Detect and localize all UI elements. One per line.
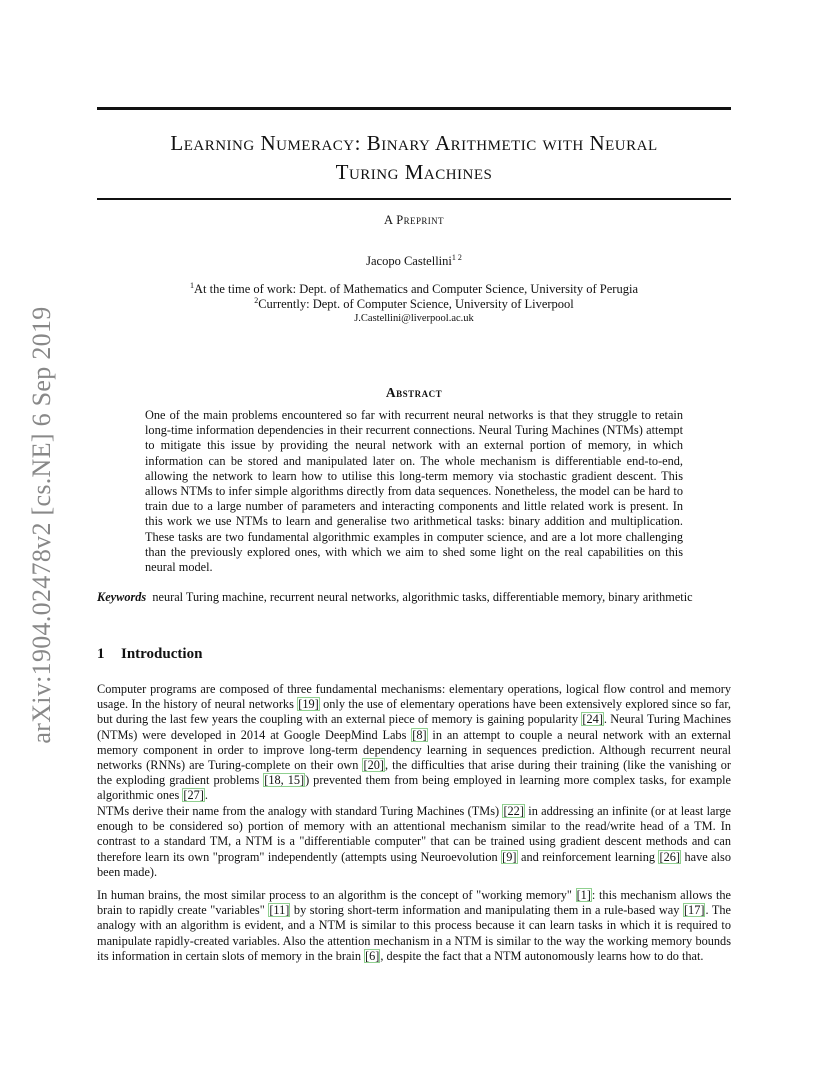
title-rule-top	[97, 107, 731, 110]
keywords-text: neural Turing machine, recurrent neural networks, algorithmic tasks, differentiable memory, binary arithmetic	[152, 590, 693, 604]
paragraph-text: , the difficulties that arise during their training (like the vanishing or the exploding gradient problems	[97, 758, 731, 788]
paragraph-text: Computer programs are composed of three fundamental mechanisms: elementary operations, logical flow control and memory usage. In the history of neural networks	[97, 682, 731, 712]
author-email: J.Castellini@liverpool.ac.uk	[354, 313, 474, 324]
paragraph-text: ) prevented them from being employed in learning more complex tasks, for example algorithmic ones	[97, 773, 731, 803]
paragraph-text: In human brains, the most similar process to an algorithm is the concept of "working memory"	[97, 888, 576, 902]
citation-link[interactable]: [1]	[576, 888, 591, 902]
affiliation-1-text: At the time of work: Dept. of Mathematics and Computer Science, University of Perugia	[194, 282, 638, 296]
section-heading	[97, 646, 202, 663]
arxiv-stamp	[22, 295, 62, 755]
paragraph-text: NTMs derive their name from the analogy with standard Turing Machines (TMs)	[97, 804, 503, 818]
title-rule-bottom	[97, 198, 731, 200]
section-title: Introduction	[121, 646, 203, 662]
affiliation-1	[97, 282, 731, 297]
arxiv-stamp-text: arXiv:1904.02478v2 [cs.NE] 6 Sep 2019	[27, 306, 56, 744]
citation-link[interactable]: [20]	[363, 758, 384, 773]
paragraph-text: , despite the fact that a NTM autonomously learns how to do that.	[380, 948, 704, 963]
affiliation-2-text: Currently: Dept. of Computer Science, University of Liverpool	[258, 297, 574, 311]
abstract-heading: Abstract	[385, 385, 443, 400]
keywords	[97, 590, 709, 605]
paragraph-text: in addressing an infinite (or at least large enough to be considered so) portion of memory with an attentional mechanism similar to the read/write head of a TM. In contrast to a standard TM, a NTM is a "differentiable computer" that can be trained using gradient descent methods and can therefore learn its own "program" independently (attempts using Neuroevolution	[97, 804, 731, 864]
affiliation-2-mark: 2	[254, 295, 259, 305]
paper-title	[97, 129, 731, 187]
citation-link[interactable]: [8]	[412, 727, 427, 742]
citation-link[interactable]: [9]	[502, 849, 517, 864]
author-name: Jacopo Castellini	[366, 254, 452, 268]
paragraph-2	[97, 804, 731, 880]
citation-link[interactable]: [11]	[269, 903, 290, 918]
paper-title-line-1: Learning Numeracy: Binary Arithmetic with Neural	[170, 131, 658, 155]
paragraph-text: only the use of elementary operations have been extensively explored since so far, but during the last few years the coupling with an external piece of memory is gaining popularity	[97, 697, 731, 727]
paragraph-text: by storing short-term information and manipulating them in a rule-based way	[290, 903, 683, 918]
abstract-text: One of the main problems encountered so far with recurrent neural networks is that they struggle to retain long-time information dependencies in their recurrent connections. Neural Turing Machines (NTMs) attempt to mitigate this issue by providing the neural network with an external portion of memory, in which information can be stored and manipulated later on. The whole mechanism is differentiable end-to-end, allowing the network to learn how to utilise this long-term memory via stochastic gradient descent. This allows NTMs to infer simple algorithms directly from data sequences. Nonetheless, the model can be hard to train due to a large number of parameters and interacting components and little related work is present. In this work we use NTMs to learn and generalise two arithmetical tasks: binary addition and multiplication. These tasks are two fundamental algorithmic examples in computer science, and are a lot more challenging than the previously explored ones, with which we aim to shed some light on the real capabilities on this neural model.	[145, 408, 683, 575]
citation-link[interactable]: [22]	[503, 804, 524, 818]
paragraph-1	[97, 682, 731, 804]
citation-link[interactable]: [19]	[298, 697, 319, 712]
section-number: 1	[97, 646, 105, 662]
paragraph-text: . Neural Turing Machines (NTMs) were developed in 2014 at Google DeepMind Labs	[97, 712, 731, 742]
paragraph-text: and reinforcement learning	[517, 849, 659, 864]
affiliation-1-mark: 1	[190, 280, 194, 290]
paragraph-3	[97, 888, 731, 964]
paragraph-text: in an attempt to couple a neural network with an external memory component in order to improve long-term dependency learning in sequences prediction. Although recurrent neural networks (RNNs) are Turing-complete on their own	[97, 727, 731, 773]
keywords-label: Keywords	[97, 590, 147, 604]
affiliation-2	[97, 297, 731, 312]
paragraph-text: . The analogy with an algorithm is evident, and a NTM is similar to this process because it can learn tasks in which it is required to manipulate rapidly-created variables. Also the attention mechanism in a NTM is similar to the way the working memory bounds its information in certain slots of memory in the brain	[97, 903, 731, 963]
paragraph-text: have also been made).	[97, 849, 731, 879]
paper-title-line-2: Turing Machines	[335, 160, 493, 184]
citation-link[interactable]: [24]	[582, 712, 603, 727]
citation-link[interactable]: [26]	[659, 849, 680, 864]
preprint-label: A Preprint	[384, 213, 444, 227]
paragraph-text: .	[204, 788, 208, 803]
citation-link[interactable]: [6]	[365, 948, 380, 963]
paragraph-text: : this mechanism allows the brain to rapidly create "variables"	[97, 888, 731, 918]
citation-link[interactable]: [27]	[183, 788, 204, 803]
author-affil-marks: 1 2	[451, 252, 462, 262]
citation-link[interactable]: [17]	[683, 903, 705, 918]
citation-link[interactable]: [18, 15]	[264, 773, 305, 788]
author	[97, 254, 731, 269]
